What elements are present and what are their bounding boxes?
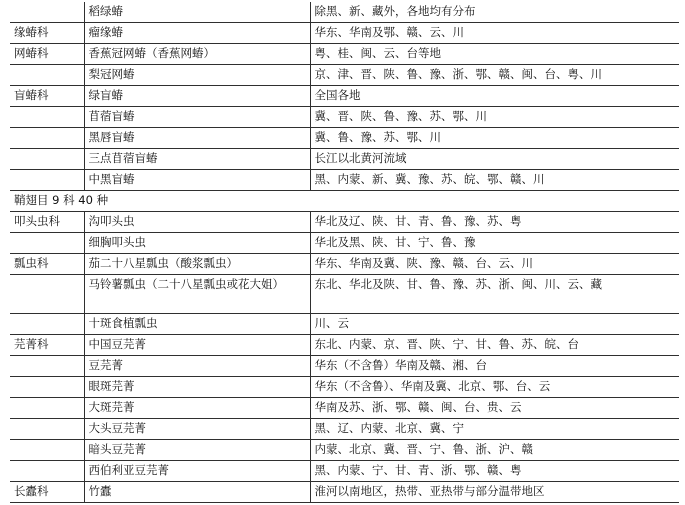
family-cell: 长蠹科 [10,482,84,503]
family-cell: 网蝽科 [10,44,84,65]
family-cell [10,377,84,398]
family-cell [10,275,84,314]
family-cell [10,233,84,254]
table-row [10,107,679,128]
species-cell: 十斑食植瓢虫 [84,314,310,335]
species-cell: 沟叩头虫 [84,212,310,233]
distribution-cell: 冀、晋、陕、鲁、豫、苏、鄂、川 [310,107,679,128]
family-cell [10,356,84,377]
distribution-cell: 东北、华北及陕、甘、鲁、豫、苏、浙、闽、川、云、藏 [310,275,679,314]
table-row [10,23,679,44]
distribution-cell: 内蒙、北京、冀、晋、宁、鲁、浙、沪、赣 [310,440,679,461]
family-cell: 瓢虫科 [10,254,84,275]
species-cell: 香蕉冠网蝽（香蕉网蝽） [84,44,310,65]
species-cell: 中国豆芫菁 [84,335,310,356]
table-row [10,335,679,356]
family-cell: 缘蝽科 [10,23,84,44]
family-cell: 盲蝽科 [10,86,84,107]
table-row [10,398,679,419]
family-cell [10,170,84,191]
distribution-cell: 华北及辽、陕、甘、青、鲁、豫、苏、粤 [310,212,679,233]
species-cell: 暗头豆芫菁 [84,440,310,461]
distribution-cell: 华东、华南及冀、陕、豫、赣、台、云、川 [310,254,679,275]
distribution-cell: 黑、内蒙、宁、甘、青、浙、鄂、赣、粤 [310,461,679,482]
distribution-cell: 黑、辽、内蒙、北京、冀、宁 [310,419,679,440]
distribution-cell: 除黑、新、藏外，各地均有分布 [310,2,679,23]
table-row [10,461,679,482]
group-row [10,191,679,212]
table-row [10,482,679,503]
table-row [10,2,679,23]
table-row [10,170,679,191]
distribution-cell: 京、津、晋、陕、鲁、豫、浙、鄂、赣、闽、台、粤、川 [310,65,679,86]
species-cell: 细胸叩头虫 [84,233,310,254]
family-cell [10,419,84,440]
species-cell: 三点苜蓿盲蝽 [84,149,310,170]
species-cell: 竹蠹 [84,482,310,503]
distribution-cell: 华东（不含鲁）华南及赣、湘、台 [310,356,679,377]
table-row [10,356,679,377]
family-cell: 芫菁科 [10,335,84,356]
table-row [10,275,679,314]
table-row [10,419,679,440]
table-row [10,44,679,65]
species-cell: 黑唇盲蝽 [84,128,310,149]
family-cell [10,107,84,128]
species-cell: 梨冠网蝽 [84,65,310,86]
table-row [10,254,679,275]
species-cell: 眼斑芫菁 [84,377,310,398]
species-cell: 绿盲蝽 [84,86,310,107]
species-cell: 茄二十八星瓢虫（酸浆瓢虫） [84,254,310,275]
table-row [10,314,679,335]
distribution-cell: 全国各地 [310,86,679,107]
pest-distribution-table [10,2,679,503]
table-body [10,2,679,503]
distribution-cell: 淮河以南地区，热带、亚热带与部分温带地区 [310,482,679,503]
family-cell [10,314,84,335]
family-cell [10,128,84,149]
table-row [10,86,679,107]
family-cell [10,398,84,419]
distribution-cell: 华南及苏、浙、鄂、赣、闽、台、贵、云 [310,398,679,419]
species-cell: 豆芫菁 [84,356,310,377]
species-cell: 大斑芫菁 [84,398,310,419]
distribution-cell: 粤、桂、闽、云、台等地 [310,44,679,65]
distribution-cell: 东北、内蒙、京、晋、陕、宁、甘、鲁、苏、皖、台 [310,335,679,356]
family-cell [10,2,84,23]
order-group-heading: 鞘翅目 9 科 40 种 [10,191,679,212]
table-row [10,440,679,461]
table-row [10,212,679,233]
species-cell: 瘤缘蝽 [84,23,310,44]
distribution-cell: 华东、华南及鄂、赣、云、川 [310,23,679,44]
table-row [10,65,679,86]
distribution-cell: 长江以北黄河流域 [310,149,679,170]
species-cell: 马铃薯瓢虫（二十八星瓢虫或花大姐） [84,275,310,314]
species-cell: 中黑盲蝽 [84,170,310,191]
species-cell: 西伯利亚豆芫菁 [84,461,310,482]
family-cell [10,65,84,86]
table-row [10,233,679,254]
distribution-cell: 冀、鲁、豫、苏、鄂、川 [310,128,679,149]
family-cell: 叩头虫科 [10,212,84,233]
family-cell [10,461,84,482]
species-cell: 大头豆芫菁 [84,419,310,440]
species-cell: 稻绿蝽 [84,2,310,23]
species-cell: 苜蓿盲蝽 [84,107,310,128]
table-row [10,377,679,398]
family-cell [10,149,84,170]
distribution-cell: 华北及黑、陕、甘、宁、鲁、豫 [310,233,679,254]
family-cell [10,440,84,461]
distribution-cell: 华东（不含鲁）、华南及冀、北京、鄂、台、云 [310,377,679,398]
distribution-cell: 黑、内蒙、新、冀、豫、苏、皖、鄂、赣、川 [310,170,679,191]
table-row [10,128,679,149]
distribution-cell: 川、云 [310,314,679,335]
table-row [10,149,679,170]
